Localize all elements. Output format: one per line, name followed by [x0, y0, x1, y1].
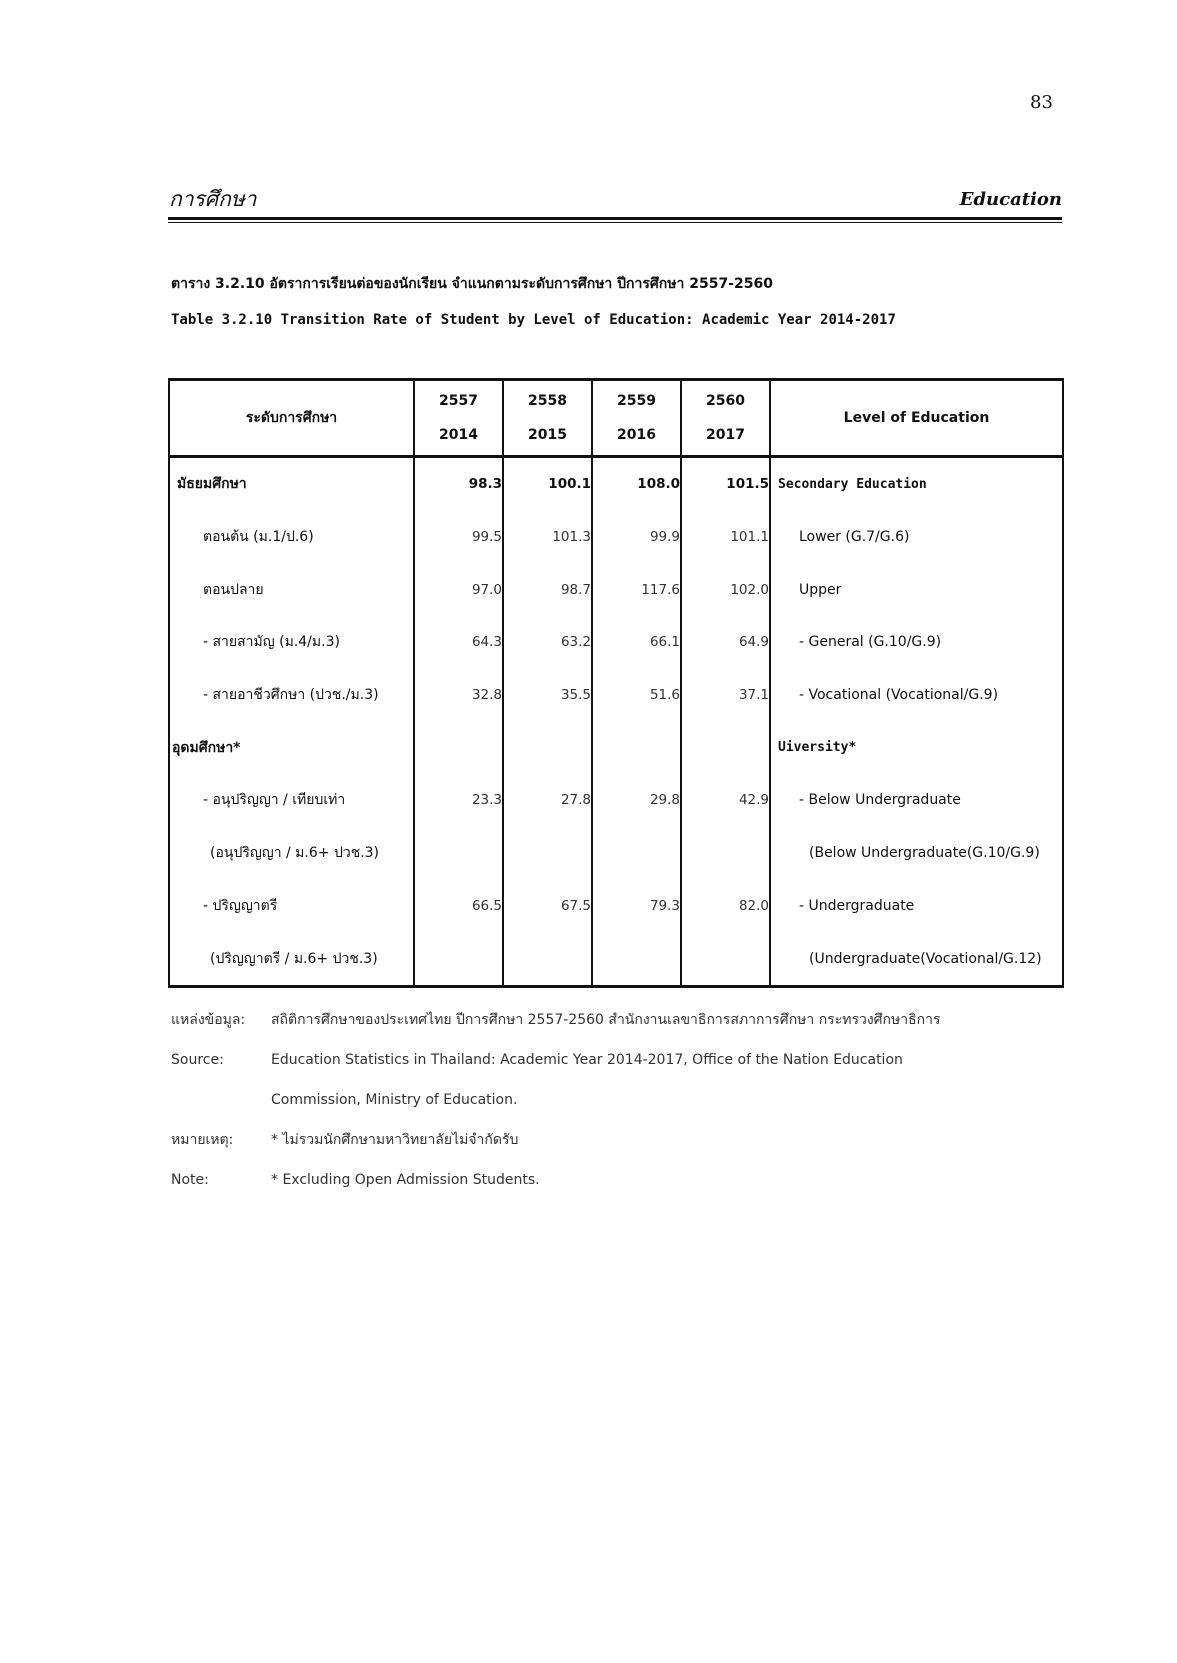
row-label-english: - Below Undergraduate: [770, 774, 1063, 827]
cell-value: 23.3: [414, 774, 503, 827]
row-label-thai: - สายอาชีวศึกษา (ปวช./ม.3): [169, 669, 414, 722]
note-thai-text: * ไม่รวมนักศึกษามหาวิทยาลัยไม่จำกัดรับ: [271, 1132, 519, 1148]
row-label-english: Uiversity*: [770, 721, 1063, 774]
cell-value: 79.3: [592, 880, 681, 933]
cell-value: [592, 721, 681, 774]
source-english-row-continued: [171, 1080, 941, 1120]
note-thai-row: [171, 1120, 941, 1160]
table-header-row: [169, 380, 1063, 457]
cell-value: 108.0: [592, 457, 681, 511]
cell-value: [681, 932, 770, 986]
table-row: [169, 880, 1063, 933]
cell-value: 27.8: [503, 774, 592, 827]
transition-rate-table: [168, 378, 1064, 988]
row-label-english: - Vocational (Vocational/G.9): [770, 669, 1063, 722]
row-label-english: (Undergraduate(Vocational/G.12): [770, 932, 1063, 986]
row-label-english: Lower (G.7/G.6): [770, 511, 1063, 564]
table-row: [169, 932, 1063, 986]
header-year: 2559 2016: [592, 380, 681, 457]
source-english-row: [171, 1040, 941, 1080]
table-row: [169, 563, 1063, 616]
cell-value: [592, 827, 681, 880]
header-english-title: Education: [959, 189, 1062, 210]
note-thai-label: หมายเหตุ:: [171, 1132, 234, 1148]
row-label-thai: - สายสามัญ (ม.4/ม.3): [169, 616, 414, 669]
cell-value: 51.6: [592, 669, 681, 722]
header-level-thai: ระดับการศึกษา: [169, 380, 414, 457]
cell-value: 98.3: [414, 457, 503, 511]
cell-value: 98.7: [503, 563, 592, 616]
cell-value: 82.0: [681, 880, 770, 933]
cell-value: [414, 721, 503, 774]
cell-value: 67.5: [503, 880, 592, 933]
cell-value: 101.3: [503, 511, 592, 564]
cell-value: [414, 827, 503, 880]
row-label-english: (Below Undergraduate(G.10/G.9): [770, 827, 1063, 880]
table-row: [169, 457, 1063, 511]
cell-value: 66.1: [592, 616, 681, 669]
row-label-english: Upper: [770, 563, 1063, 616]
source-thai-row: [171, 1000, 941, 1040]
cell-value: 64.9: [681, 616, 770, 669]
cell-value: [503, 932, 592, 986]
row-label-thai: - อนุปริญญา / เทียบเท่า: [169, 774, 414, 827]
table-row: [169, 669, 1063, 722]
cell-value: [592, 932, 681, 986]
table-row: [169, 774, 1063, 827]
note-english-text: * Excluding Open Admission Students.: [271, 1172, 540, 1188]
header-rule-thin: [168, 222, 1062, 223]
row-label-english: - General (G.10/G.9): [770, 616, 1063, 669]
row-label-thai: (อนุปริญญา / ม.6+ ปวช.3): [169, 827, 414, 880]
cell-value: 64.3: [414, 616, 503, 669]
table-row: [169, 511, 1063, 564]
cell-value: [503, 721, 592, 774]
note-english-row: [171, 1160, 941, 1200]
source-english-text: Education Statistics in Thailand: Academic Year 2014-2017, Office of the Nation Education: [271, 1052, 903, 1068]
source-thai-text: สถิติการศึกษาของประเทศไทย ปีการศึกษา 2557-2560 สำนักงานเลขาธิการสภาการศึกษา กระทรวงศึกษาธิการ: [271, 1012, 941, 1028]
row-label-english: Secondary Education: [770, 457, 1063, 511]
cell-value: 35.5: [503, 669, 592, 722]
row-label-thai: - ปริญญาตรี: [169, 880, 414, 933]
cell-value: 99.9: [592, 511, 681, 564]
cell-value: 100.1: [503, 457, 592, 511]
cell-value: [503, 827, 592, 880]
header-level-english: Level of Education: [770, 380, 1063, 457]
cell-value: 63.2: [503, 616, 592, 669]
cell-value: 37.1: [681, 669, 770, 722]
cell-value: 97.0: [414, 563, 503, 616]
cell-value: [681, 827, 770, 880]
row-label-thai: (ปริญญาตรี / ม.6+ ปวช.3): [169, 932, 414, 986]
row-label-thai: ตอนต้น (ม.1/ป.6): [169, 511, 414, 564]
table-row: [169, 827, 1063, 880]
source-thai-label: แหล่งข้อมูล:: [171, 1012, 246, 1028]
cell-value: 99.5: [414, 511, 503, 564]
table-notes: [171, 1000, 941, 1200]
row-label-thai: อุดมศึกษา*: [169, 721, 414, 774]
cell-value: 42.9: [681, 774, 770, 827]
cell-value: 32.8: [414, 669, 503, 722]
row-label-thai: ตอนปลาย: [169, 563, 414, 616]
header-year: 2560 2017: [681, 380, 770, 457]
cell-value: 66.5: [414, 880, 503, 933]
cell-value: [681, 721, 770, 774]
source-english-label: Source:: [171, 1052, 224, 1068]
page-number: 83: [1030, 92, 1053, 113]
header-rule-thick: [168, 217, 1062, 220]
table-caption-thai: ตาราง 3.2.10 อัตราการเรียนต่อของนักเรียน จำแนกตามระดับการศึกษา ปีการศึกษา 2557-2560: [171, 276, 773, 292]
header-thai-title: การศึกษา: [169, 187, 257, 211]
cell-value: 29.8: [592, 774, 681, 827]
cell-value: 101.5: [681, 457, 770, 511]
cell-value: 117.6: [592, 563, 681, 616]
cell-value: 101.1: [681, 511, 770, 564]
cell-value: [414, 932, 503, 986]
header-year: 2557 2014: [414, 380, 503, 457]
row-label-english: - Undergraduate: [770, 880, 1063, 933]
table-row: [169, 616, 1063, 669]
table-caption-english: Table 3.2.10 Transition Rate of Student by Level of Education: Academic Year 2014-2017: [171, 312, 896, 328]
source-english-text-continued: Commission, Ministry of Education.: [271, 1092, 518, 1108]
table-row: [169, 721, 1063, 774]
cell-value: 102.0: [681, 563, 770, 616]
header-year: 2558 2015: [503, 380, 592, 457]
row-label-thai: มัธยมศึกษา: [169, 457, 414, 511]
note-english-label: Note:: [171, 1172, 209, 1188]
